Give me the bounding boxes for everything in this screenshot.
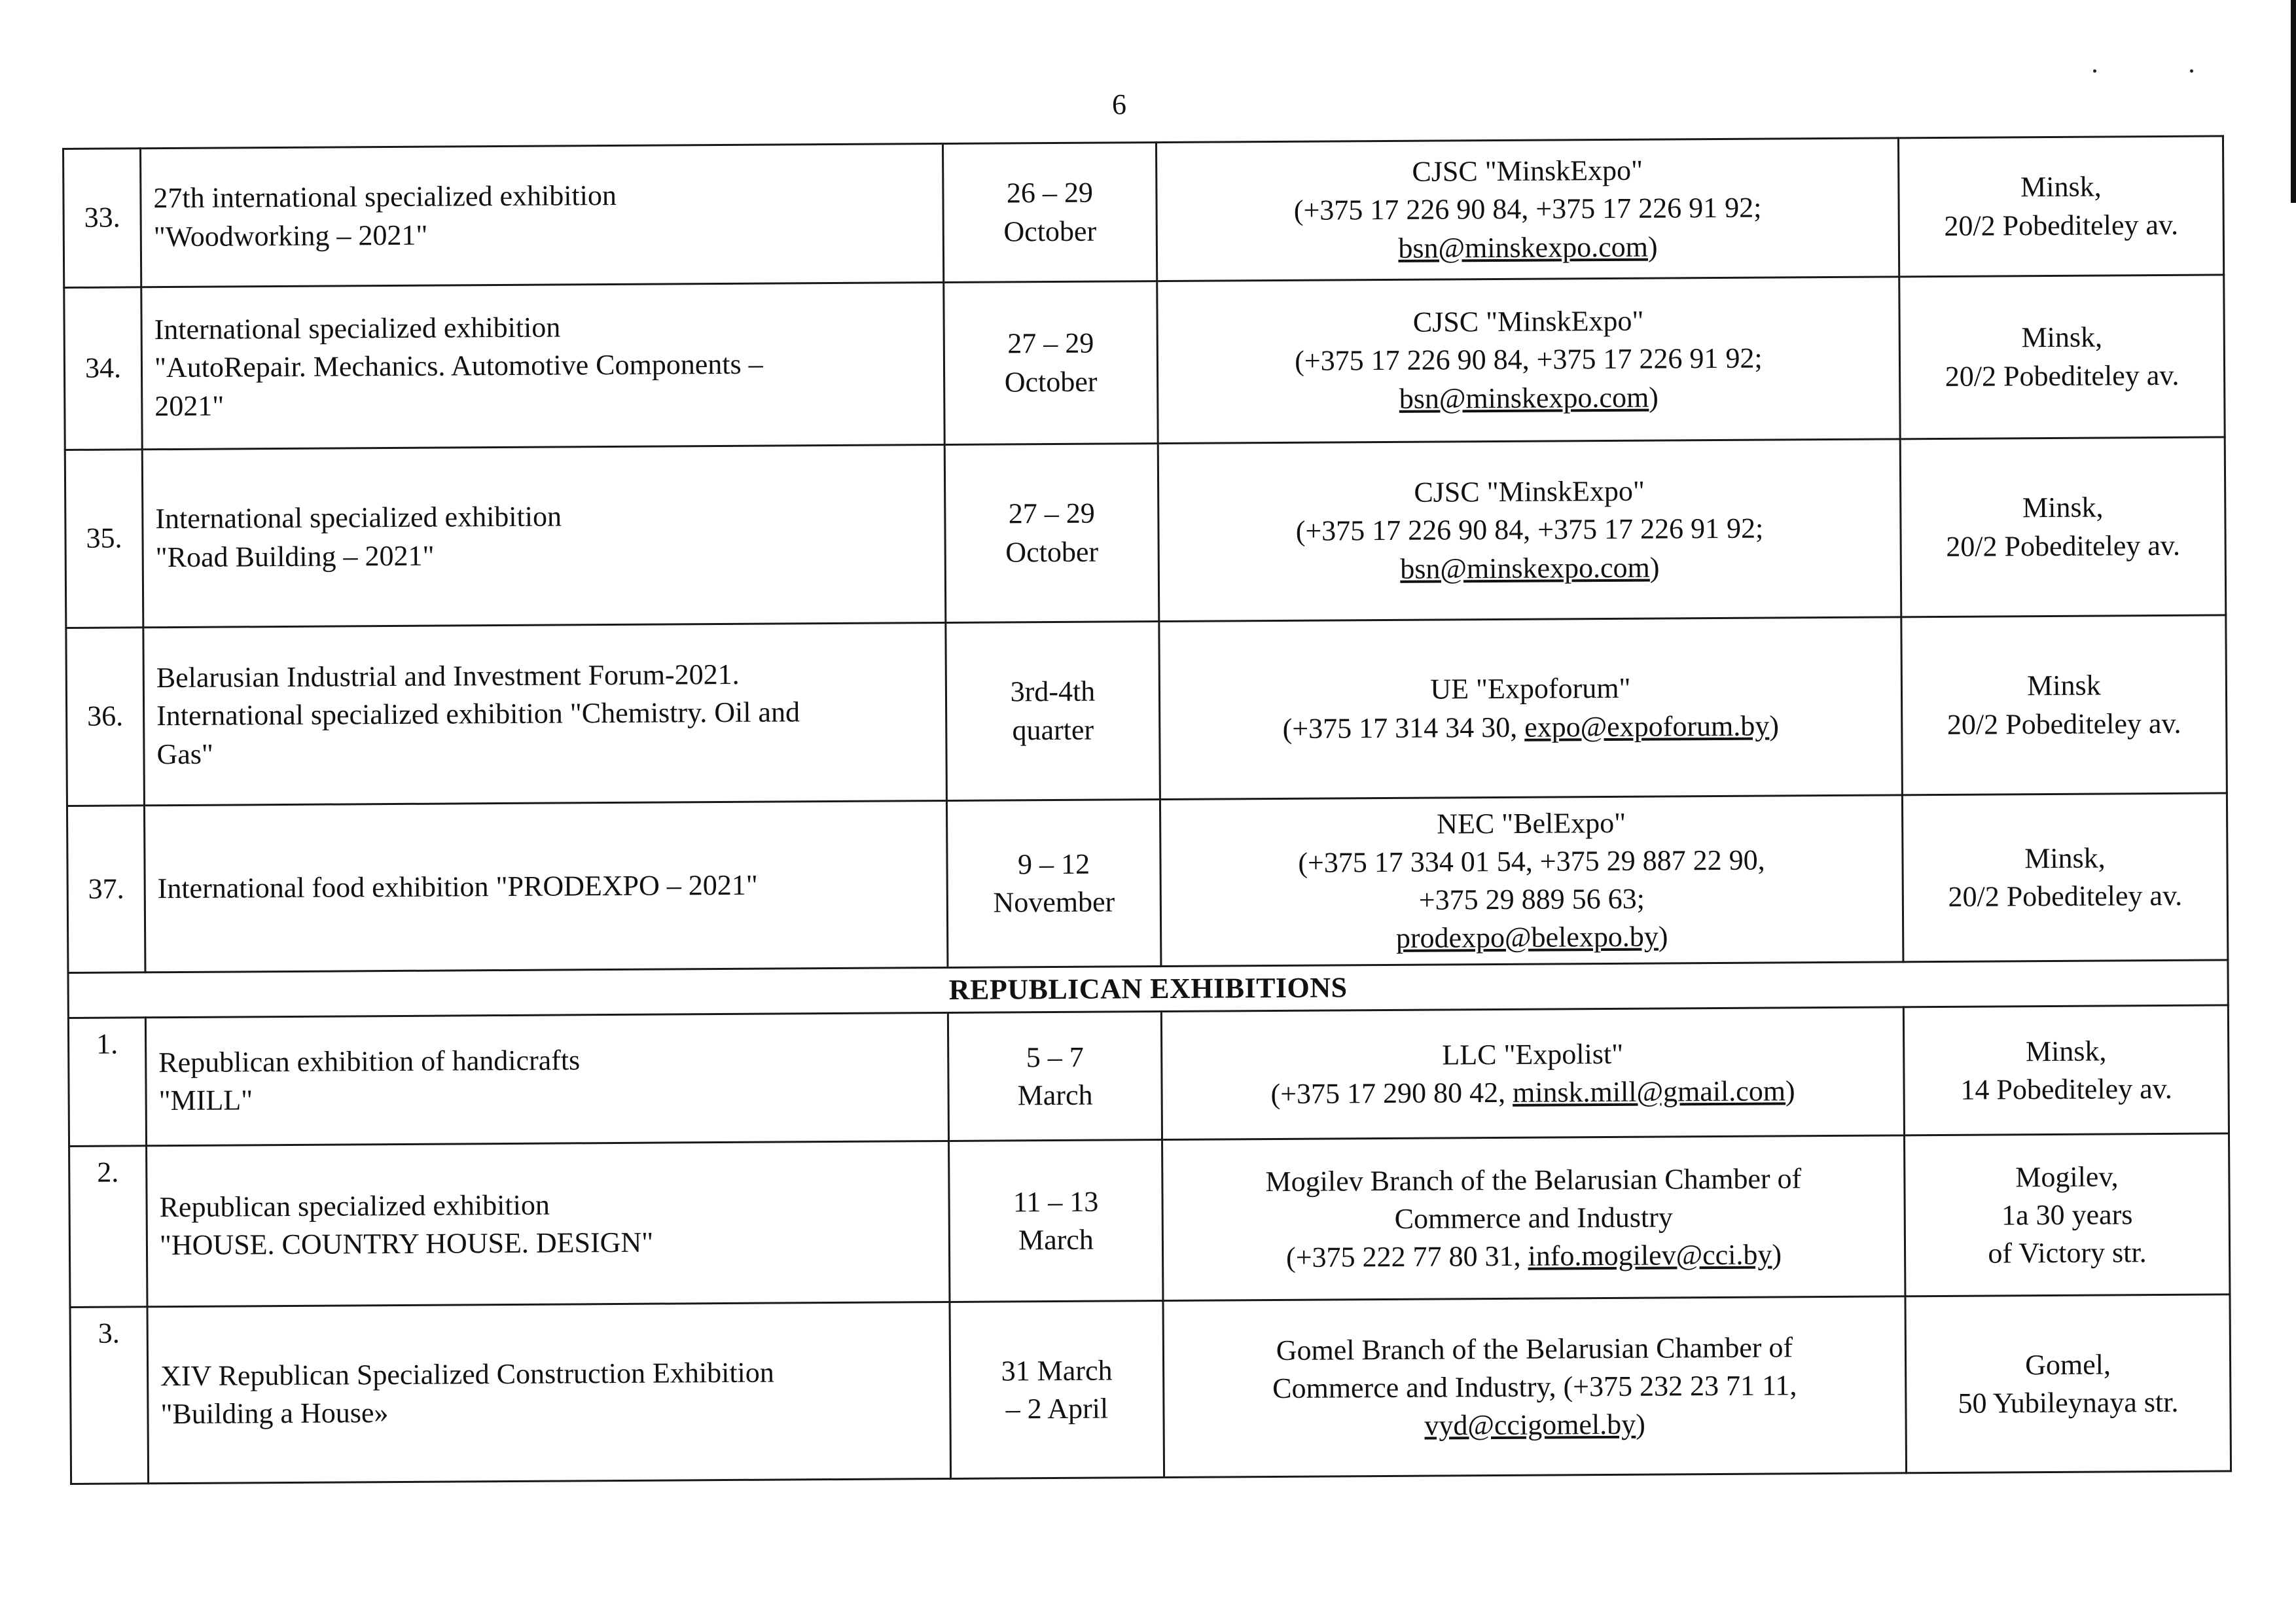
organizer-line: Mogilev Branch of the Belarusian Chamber of: [1265, 1162, 1802, 1198]
row-number: 33.: [63, 149, 141, 288]
exhibition-date-line: – 2 April: [1005, 1392, 1109, 1425]
exhibition-venue: [1900, 437, 2226, 617]
exhibition-name: [143, 623, 947, 806]
exhibition-dates: [949, 1140, 1163, 1302]
exhibition-name-line: "Woodworking – 2021": [153, 219, 428, 253]
row-number: 35.: [65, 450, 143, 628]
exhibition-name-line: International specialized exhibition: [155, 500, 562, 535]
exhibition-venue: [1898, 136, 2223, 277]
page-number: 6: [1112, 88, 1126, 120]
row-number: 2.: [69, 1146, 147, 1308]
republican-row: [68, 1005, 2229, 1147]
exhibition-date-line: October: [1005, 535, 1099, 568]
international-row: [64, 275, 2225, 450]
exhibition-name: [147, 1302, 951, 1484]
exhibition-venue: [1905, 1133, 2230, 1296]
exhibition-name-line: "HOUSE. COUNTRY HOUSE. DESIGN": [159, 1226, 654, 1262]
organizer-line: Commerce and Industry: [1394, 1201, 1673, 1235]
organizer-line: Commerce and Industry, (+375 232 23 71 11,: [1272, 1369, 1797, 1404]
exhibition-date-line: 31 March: [1001, 1354, 1113, 1387]
organizer: [1160, 795, 1903, 967]
exhibition-date-line: 11 – 13: [1013, 1185, 1099, 1219]
organizer-line: +375 29 889 56 63;: [1418, 882, 1645, 916]
exhibition-name: [141, 283, 944, 450]
exhibition-venue: [1903, 1005, 2229, 1135]
exhibition-name: [147, 1141, 950, 1307]
organizer-contact-line: (+375 17 314 34 30, expo@expoforum.by): [1282, 709, 1780, 745]
organizer: [1161, 1007, 1904, 1140]
exhibition-name-line: Republican exhibition of handicrafts: [158, 1044, 581, 1079]
exhibition-dates: [944, 281, 1158, 445]
exhibition-name: [142, 445, 946, 628]
international-row: [65, 437, 2226, 628]
exhibition-name-line: "AutoRepair. Mechanics. Automotive Components –: [154, 348, 763, 384]
exhibition-dates: [948, 1012, 1162, 1141]
exhibition-name: [145, 1013, 948, 1146]
exhibition-name-line: Republican specialized exhibition: [159, 1188, 550, 1223]
organizer-line: UE "Expoforum": [1430, 672, 1631, 706]
organizer-email-line: vyd@ccigomel.by): [1424, 1408, 1645, 1442]
exhibition-venue-line: Minsk: [2027, 669, 2101, 702]
organizer: [1158, 439, 1901, 622]
republican-exhibitions: [68, 1005, 2231, 1484]
organizer-email-line: prodexpo@belexpo.by): [1395, 920, 1668, 955]
exhibition-name-line: International specialized exhibition: [154, 311, 561, 346]
row-number: 36.: [66, 628, 145, 806]
organizer-line: (+375 17 226 90 84, +375 17 226 91 92;: [1295, 342, 1763, 378]
exhibition-name-line: International food exhibition "PRODEXPO – 2021": [157, 868, 758, 905]
republican-row: [69, 1133, 2230, 1308]
scan-speck: [2093, 69, 2096, 73]
exhibition-venue-line: Minsk,: [2024, 842, 2106, 875]
exhibition-date-line: 26 – 29: [1006, 177, 1094, 209]
scan-speck: [2190, 69, 2193, 73]
organizer-line: CJSC "MinskExpo": [1412, 305, 1644, 339]
exhibition-dates: [942, 143, 1157, 283]
international-row: [66, 615, 2227, 806]
organizer-email-link[interactable]: info.mogilev@cci.by: [1528, 1238, 1772, 1272]
organizer-email-line: bsn@minskexpo.com): [1398, 230, 1658, 264]
exhibition-venue-line: 50 Yubileynaya str.: [1958, 1385, 2179, 1419]
section-title: REPUBLICAN EXHIBITIONS: [68, 960, 2228, 1018]
exhibition-venue-line: 20/2 Pobediteley av.: [1948, 879, 2183, 914]
organizer-line: Gomel Branch of the Belarusian Chamber of: [1276, 1331, 1793, 1366]
exhibition-venue: [1899, 275, 2225, 439]
exhibition-name: [144, 800, 947, 972]
exhibition-venue: [1901, 615, 2227, 795]
exhibition-venue-line: 20/2 Pobediteley av.: [1946, 529, 2181, 563]
exhibition-name-line: "Road Building – 2021": [155, 539, 435, 573]
organizer-line: (+375 17 334 01 54, +375 29 887 22 90,: [1298, 844, 1765, 879]
organizer-email-link[interactable]: minsk.mill@gmail.com: [1512, 1075, 1786, 1109]
exhibition-name-line: 27th international specialized exhibition: [153, 179, 617, 215]
international-row: [63, 136, 2224, 288]
exhibition-date-line: March: [1018, 1223, 1094, 1257]
exhibition-venue: [1905, 1294, 2231, 1473]
organizer-line: CJSC "MinskExpo": [1412, 154, 1643, 188]
exhibitions-table-wrapper: [62, 135, 2230, 1485]
exhibition-dates: [946, 800, 1161, 968]
organizer-email-link[interactable]: bsn@minskexpo.com: [1399, 381, 1649, 415]
exhibition-name-line: International specialized exhibition "Chemistry. Oil and: [156, 696, 800, 732]
exhibition-date-line: 3rd-4th: [1010, 675, 1096, 708]
organizer-contact-line: (+375 222 77 80 31, info.mogilev@cci.by): [1285, 1238, 1782, 1274]
organizer-line: NEC "BelExpo": [1437, 806, 1626, 840]
organizer: [1162, 1135, 1905, 1301]
exhibition-venue-line: of Victory str.: [1988, 1236, 2147, 1270]
republican-row: [70, 1294, 2231, 1484]
exhibition-venue-line: 20/2 Pobediteley av.: [1944, 208, 2179, 242]
exhibition-venue-line: 1a 30 years: [2001, 1198, 2133, 1232]
exhibition-name-line: 2021": [154, 389, 224, 422]
exhibition-date-line: 5 – 7: [1026, 1041, 1084, 1074]
international-exhibitions: [63, 136, 2228, 973]
row-number: 37.: [67, 806, 145, 973]
international-row: [67, 793, 2227, 973]
exhibition-venue-line: Minsk,: [2021, 321, 2103, 354]
organizer-email-link[interactable]: bsn@minskexpo.com: [1398, 230, 1649, 264]
exhibition-venue-line: Minsk,: [2020, 170, 2102, 204]
exhibition-venue-line: Gomel,: [2025, 1348, 2111, 1382]
exhibition-venue-line: 14 Pobediteley av.: [1960, 1072, 2172, 1106]
organizer-email-line: bsn@minskexpo.com): [1400, 551, 1660, 585]
exhibition-name-line: XIV Republican Specialized Construction Exhibition: [160, 1356, 774, 1392]
organizer-line: (+375 17 226 90 84, +375 17 226 91 92;: [1295, 512, 1764, 548]
exhibition-date-line: quarter: [1012, 713, 1094, 746]
exhibition-venue-line: Minsk,: [2022, 491, 2104, 524]
exhibition-dates: [944, 444, 1159, 623]
exhibition-date-line: October: [1004, 365, 1098, 398]
exhibition-dates: [950, 1301, 1164, 1479]
exhibition-name-line: Belarusian Industrial and Investment Forum-2021.: [156, 658, 740, 694]
organizer-line: CJSC "MinskExpo": [1414, 475, 1645, 509]
organizer-line: LLC "Expolist": [1442, 1037, 1624, 1071]
organizer: [1156, 138, 1899, 281]
exhibition-name-line: Gas": [156, 738, 214, 770]
exhibition-venue-line: Mogilev,: [2015, 1160, 2119, 1194]
exhibition-venue: [1902, 793, 2228, 962]
exhibitions-table: [62, 135, 2232, 1485]
exhibition-venue-line: 20/2 Pobediteley av.: [1945, 359, 2179, 393]
organizer-contact-line: (+375 17 290 80 42, minsk.mill@gmail.com): [1270, 1075, 1795, 1110]
exhibition-dates: [946, 622, 1160, 801]
organizer-line: (+375 17 226 90 84, +375 17 226 91 92;: [1293, 192, 1762, 227]
exhibition-date-line: November: [993, 885, 1115, 919]
organizer-email-link[interactable]: vyd@ccigomel.by: [1424, 1408, 1636, 1442]
exhibition-date-line: 27 – 29: [1008, 497, 1095, 530]
organizer: [1159, 617, 1903, 800]
organizer-email-line: bsn@minskexpo.com): [1399, 381, 1659, 415]
exhibition-date-line: March: [1017, 1079, 1093, 1112]
row-number: 34.: [64, 287, 142, 450]
row-number: 1.: [68, 1018, 146, 1147]
organizer: [1157, 277, 1900, 444]
exhibition-venue-line: Minsk,: [2025, 1035, 2107, 1068]
exhibition-venue-line: 20/2 Pobediteley av.: [1946, 707, 2181, 741]
exhibition-name-line: "Building a House»: [160, 1396, 389, 1431]
exhibition-date-line: 27 – 29: [1007, 327, 1094, 360]
organizer: [1163, 1296, 1907, 1478]
scan-edge: [2291, 0, 2296, 203]
organizer-email-link[interactable]: bsn@minskexpo.com: [1400, 551, 1650, 585]
organizer-email-link[interactable]: prodexpo@belexpo.by: [1395, 920, 1659, 955]
row-number: 3.: [70, 1307, 149, 1484]
exhibition-name-line: "MILL": [158, 1084, 253, 1117]
exhibition-name: [141, 144, 944, 287]
exhibition-date-line: 9 – 12: [1017, 847, 1090, 881]
organizer-email-link[interactable]: expo@expoforum.by: [1524, 709, 1770, 743]
exhibition-date-line: October: [1003, 215, 1097, 247]
